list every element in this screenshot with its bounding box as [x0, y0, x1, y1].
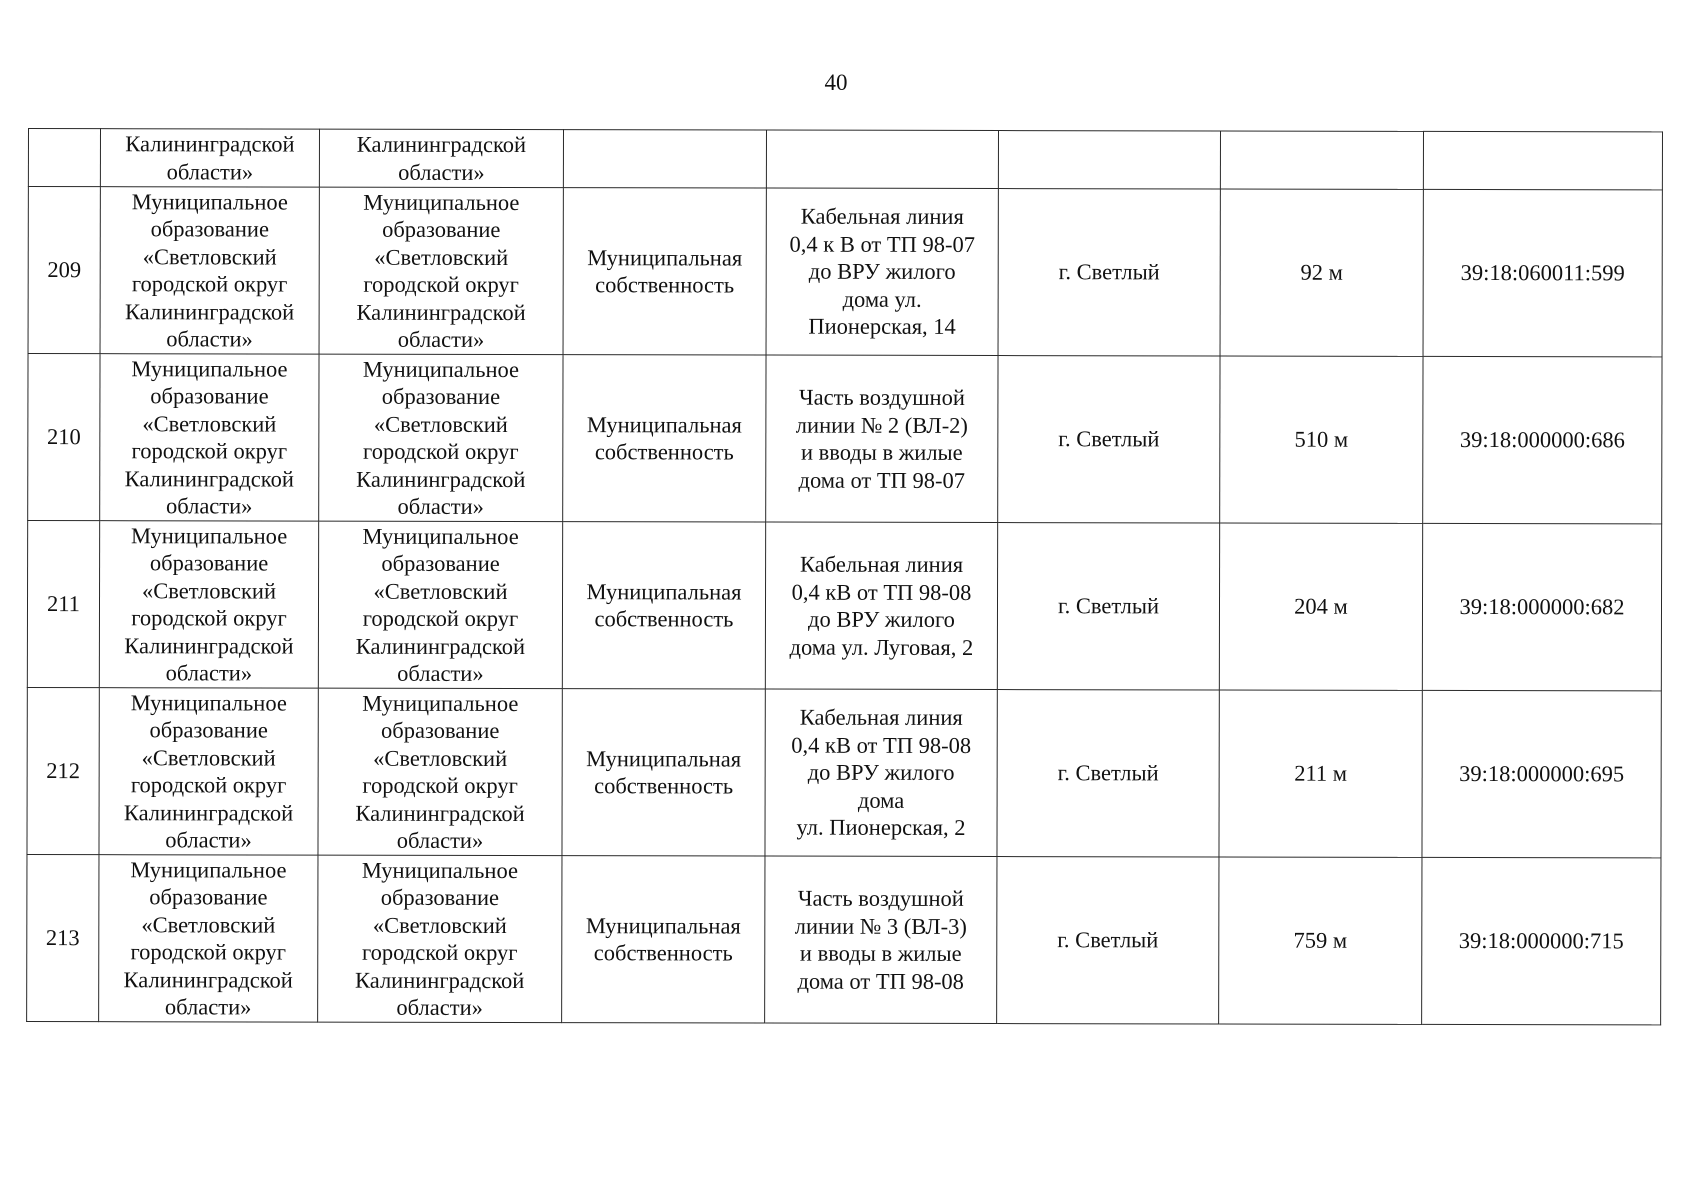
cell-object-name: Часть воздушной линии № 2 (ВЛ-2) и вводы в жилые дома от ТП 98-07 — [766, 355, 998, 522]
cell-size: 92 м — [1220, 189, 1423, 356]
cell-owner: Муниципальное образование «Светловский городской округ Калининградской области» — [100, 354, 319, 521]
cell-holder: Муниципальное образование «Светловский городской округ Калининградской области» — [319, 187, 563, 355]
cell-location — [998, 131, 1220, 189]
cell-location: г. Светлый — [998, 189, 1220, 356]
cell-number: 209 — [28, 187, 100, 354]
cell-cadastral-number: 39:18:000000:686 — [1423, 356, 1662, 524]
cell-cadastral-number: 39:18:000000:695 — [1422, 690, 1661, 858]
table-row-continuation — [28, 129, 1662, 190]
cell-location: г. Светлый — [997, 523, 1219, 690]
cell-holder: Калининградской области» — [319, 129, 563, 188]
table-row — [27, 687, 1661, 857]
cell-size: 759 м — [1219, 857, 1422, 1024]
cell-ownership-form: Муниципальная собственность — [563, 355, 766, 522]
table-row — [28, 354, 1662, 524]
cell-number: 210 — [28, 354, 100, 521]
cell-owner: Калининградской области» — [100, 129, 319, 187]
table-row — [27, 854, 1661, 1024]
cell-size: 510 м — [1220, 356, 1423, 523]
cell-object-name: Кабельная линия 0,4 кВ от ТП 98-08 до ВРУ жилого дома ул. Луговая, 2 — [765, 522, 997, 689]
table-row — [27, 521, 1661, 691]
cell-cadastral-number: 39:18:000000:682 — [1422, 523, 1661, 691]
cell-size — [1220, 131, 1423, 189]
cell-size: 204 м — [1219, 523, 1422, 690]
cell-ownership-form: Муниципальная собственность — [563, 188, 766, 355]
cell-object-name: Часть воздушной линии № 3 (ВЛ-3) и вводы в жилые дома от ТП 98-08 — [765, 856, 997, 1023]
cell-owner: Муниципальное образование «Светловский городской округ Калининградской области» — [100, 187, 319, 354]
cell-location: г. Светлый — [998, 356, 1220, 523]
cell-object-name: Кабельная линия 0,4 кВ от ТП 98-08 до ВРУ жилого дома ул. Пионерская, 2 — [765, 689, 997, 856]
cell-cadastral-number: 39:18:060011:599 — [1423, 189, 1662, 357]
cell-holder: Муниципальное образование «Светловский городской округ Калининградской области» — [319, 354, 563, 522]
cell-holder: Муниципальное образование «Светловский городской округ Калининградской области» — [318, 855, 562, 1023]
table-row — [28, 187, 1662, 357]
cell-cadastral-number: 39:18:000000:715 — [1422, 857, 1661, 1025]
cell-ownership-form: Муниципальная собственность — [562, 689, 765, 856]
cell-cadastral-number — [1423, 131, 1662, 190]
cell-ownership-form: Муниципальная собственность — [562, 522, 765, 689]
cell-ownership-form — [563, 130, 766, 188]
cell-number: 213 — [27, 854, 99, 1021]
page-number: 40 — [824, 70, 848, 95]
property-registry-table — [26, 128, 1663, 1025]
cell-owner: Муниципальное образование «Светловский городской округ Калининградской области» — [99, 688, 318, 855]
cell-object-name — [766, 130, 998, 188]
cell-location: г. Светлый — [997, 857, 1219, 1024]
cell-number — [28, 129, 100, 187]
cell-owner: Муниципальное образование «Светловский городской округ Калининградской области» — [99, 521, 318, 688]
cell-holder: Муниципальное образование «Светловский городской округ Калининградской области» — [318, 688, 562, 856]
cell-ownership-form: Муниципальная собственность — [562, 856, 765, 1023]
cell-size: 211 м — [1219, 690, 1422, 857]
cell-holder: Муниципальное образование «Светловский городской округ Калининградской области» — [318, 521, 562, 689]
cell-number: 212 — [27, 687, 99, 854]
cell-object-name: Кабельная линия 0,4 к В от ТП 98-07 до ВРУ жилого дома ул. Пионерская, 14 — [766, 188, 998, 355]
cell-location: г. Светлый — [997, 690, 1219, 857]
cell-number: 211 — [27, 521, 99, 688]
cell-owner: Муниципальное образование «Светловский городской округ Калининградской области» — [99, 855, 318, 1022]
